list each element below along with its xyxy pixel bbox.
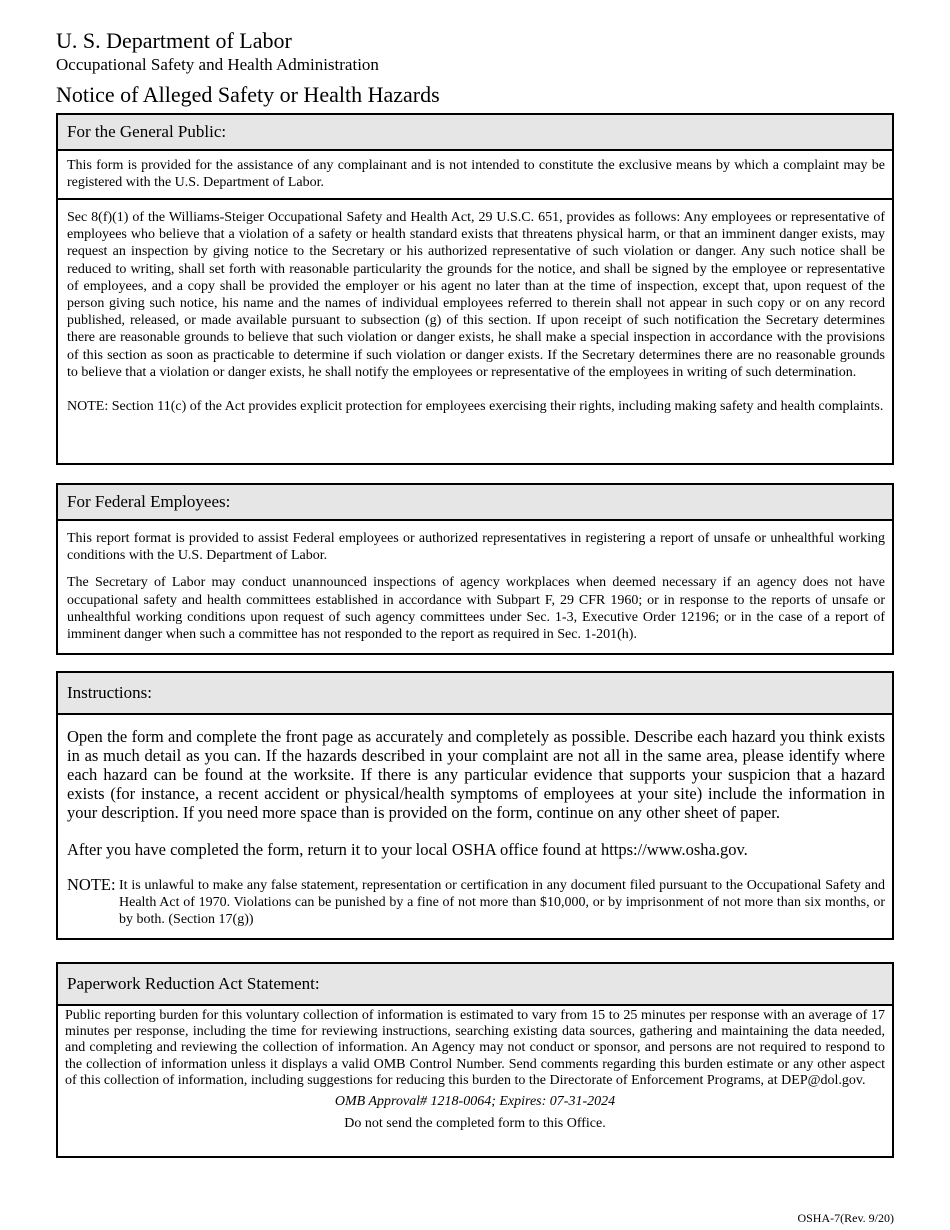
- federal-employees-paragraph-1: This report format is provided to assist Federal employees or authorized representatives in registering a report of unsafe or unhealthful working conditions with the U.S. Department of Labor.: [67, 531, 885, 564]
- paperwork-reduction-box: [58, 1006, 892, 1133]
- instructions-section: [56, 671, 894, 940]
- federal-employees-title: For Federal Employees:: [58, 485, 892, 521]
- paperwork-reduction-body: Public reporting burden for this voluntary collection of information is estimated to vary from 15 to 25 minutes per response with an average of 17 minutes per response, including the time for reviewing instructions, searching existing data sources, gathering and maintaining the data needed, and completing and reviewing the collection of information. An Agency may not conduct or sponsor, and persons are not required to respond to the collection of information unless it displays a valid OMB Control Number. Send comments regarding this burden estimate or any other aspect of this collection of information, including suggestions for reducing this burden to the Directorate of Enforcement Programs, at DEP@dol.gov.: [65, 1008, 885, 1088]
- federal-employees-box: [58, 521, 892, 643]
- instructions-note-label: NOTE:: [67, 875, 116, 894]
- general-public-statute: Sec 8(f)(1) of the Williams-Steiger Occupational Safety and Health Act, 29 U.S.C. 651, provides as follows: Any employees or representative of employees who believe that a violation of a safety or health standard exists that threatens physical harm, or that an imminent danger exists, may request an inspection by giving notice to the Secretary or his authorized representative of such violation or danger. Any such notice shall be reduced to writing, shall set forth with reasonable particularity the grounds for the notice, and shall be signed by the employee or representative of employees, and a copy shall be provided the employer or his agent no later than at the time of inspection, except that, upon request of the person giving such notice, his name and the names of individual employees referred to therein shall not appear in such copy or on any record published, released, or made available pursuant to subsection (g) of this section. If upon receipt of such notification the Secretary determines there are reasonable grounds to believe that such violation or danger exists, he shall make a special inspection in accordance with the provisions of this section as soon as practicable to determine if such violation or danger exists. If the Secretary determines there are no reasonable grounds to believe that a violation or danger exists, he shall notify the employees or representative of the employees in writing of such determination.: [67, 210, 885, 380]
- general-public-statute-box: [58, 198, 892, 415]
- do-not-send-notice: Do not send the completed form to this Office.: [344, 1116, 606, 1132]
- federal-employees-paragraph-2: The Secretary of Labor may conduct unannounced inspections of agency workplaces when deemed necessary if an agency does not have occupational safety and health committees established in accordance with Subpart F, 29 CFR 1960; or in response to the reports of unsafe or unhealthful working conditions upon request of such agency committees under Sec. 1-3, Executive Order 12196; or in the case of a report of imminent danger when such a committee has not responded to the report as required in Sec. 1-201(h).: [67, 575, 885, 643]
- paperwork-reduction-title: Paperwork Reduction Act Statement:: [58, 964, 892, 1006]
- general-public-title: For the General Public:: [58, 115, 892, 151]
- instructions-note: [67, 875, 885, 929]
- omb-approval: OMB Approval# 1218-0064; Expires: 07-31-2024: [334, 1094, 616, 1110]
- instructions-paragraph-2: After you have completed the form, return it to your local OSHA office found at https://www.osha.gov.: [67, 840, 748, 859]
- form-number: OSHA-7(Rev. 9/20): [797, 1211, 894, 1225]
- general-public-section: [56, 113, 894, 465]
- agency-name: Occupational Safety and Health Administration: [56, 55, 379, 74]
- instructions-note-text: It is unlawful to make any false statement, representation or certification in any document filed pursuant to the Occupational Safety and Health Act of 1970. Violations can be punished by a fine of not more than $10,000, or by imprisonment of not more than six months, or by both. (Section 17(g)): [119, 878, 885, 928]
- instructions-title: Instructions:: [58, 673, 892, 715]
- general-public-intro: This form is provided for the assistance of any complainant and is not intended to constitute the exclusive means by which a complaint may be registered with the U.S. Department of Labor.: [67, 158, 885, 191]
- department-name: U. S. Department of Labor: [56, 28, 292, 53]
- general-public-intro-box: [58, 151, 892, 198]
- instructions-paragraph-1: Open the form and complete the front page as accurately and completely as possible. Describe each hazard you think exists in as much detail as you can. If the hazards described in your complaint are not all in the same area, please identify where each hazard can be found at the worksite. If there is any particular evidence that supports your suspicion that a hazard exists (for instance, a recent accident or physical/health symptoms of employees at your site) include the information in your description. If you need more space than is provided on the form, continue on any other sheet of paper.: [67, 727, 885, 822]
- general-public-note: NOTE: Section 11(c) of the Act provides explicit protection for employees exercising their rights, including making safety and health complaints.: [67, 399, 884, 415]
- form-title: Notice of Alleged Safety or Health Hazards: [56, 82, 440, 107]
- instructions-box: [58, 715, 892, 929]
- federal-employees-section: [56, 483, 894, 655]
- paperwork-reduction-section: [56, 962, 894, 1158]
